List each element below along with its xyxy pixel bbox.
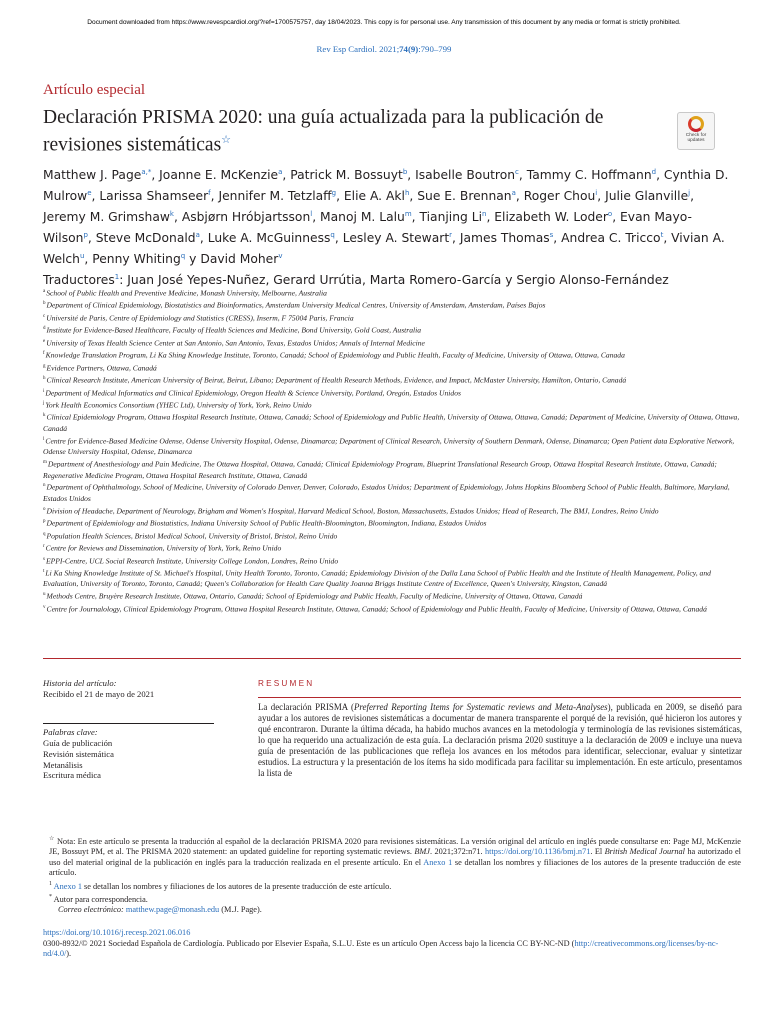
author-affiliation-mark[interactable]: g	[331, 189, 337, 198]
keywords-heading: Palabras clave:	[43, 727, 98, 737]
affiliation-key: u	[43, 592, 46, 598]
annex-link[interactable]: Anexo 1	[423, 857, 453, 867]
affiliation-item	[43, 399, 741, 411]
keywords-list	[43, 738, 114, 781]
affiliation-text: Centre for Journalology, Clinical Epidemiology Program, Ottawa Hospital Research Institute, Ottawa, Canadá; School of Epidemiology and Public Health, Faculty of Medicine, University of Ottawa, Ottawa, Canadá	[46, 604, 707, 614]
affiliation-text: Department of Ophthalmology, School of Medicine, University of Colorado Denver, Denver, Colorado, Estados Unidos; Department of Epidemiology, Johns Hopkins Bloomberg School of Public Health, Baltimore, Maryland, Estados Unidos	[43, 482, 730, 503]
affiliation-text: School of Public Health and Preventive Medicine, Monash University, Melbourne, Australia	[46, 288, 327, 298]
affiliation-item	[43, 567, 741, 590]
annex-link[interactable]: Anexo 1	[53, 881, 82, 891]
affiliation-key: j	[43, 400, 45, 406]
keyword-item: Metanálisis	[43, 759, 83, 770]
article-title-text: Declaración PRISMA 2020: una guía actualizada para la publicación de revisiones sistemáticas	[43, 107, 604, 156]
affiliation-item	[43, 505, 741, 517]
check-for-updates-label: Check for updates	[685, 133, 707, 144]
author-affiliation-mark[interactable]: q	[330, 231, 335, 240]
affiliation-item	[43, 312, 741, 324]
author-affiliation-mark[interactable]: o	[607, 210, 613, 219]
affiliation-text: Population Health Sciences, Bristol Medical School, University of Bristol, Bristol, Reino Unido	[46, 531, 338, 541]
author-affiliation-mark[interactable]: s	[549, 231, 554, 240]
affiliation-text: York Health Economics Consortium (YHEC Ltd), University of York, York, Reino Unido	[45, 400, 312, 410]
affiliation-text: Department of Medical Informatics and Clinical Epidemiology, Oregon Health & Science University, Portland, Oregón, Estados Unidos	[45, 388, 461, 398]
author-affiliation-mark[interactable]: d	[651, 168, 657, 176]
affiliation-key: s	[43, 556, 45, 562]
affiliation-key: d	[43, 326, 46, 332]
affiliation-key: q	[43, 531, 46, 537]
affiliation-item	[43, 517, 741, 529]
affiliation-key: l	[43, 436, 45, 442]
email-footnote: Correo electrónico: matthew.page@monash.edu (M.J. Page).	[58, 905, 262, 915]
affiliation-key: f	[43, 351, 45, 357]
author-name: Vivian A. Welch	[43, 231, 725, 267]
affiliation-key: h	[43, 376, 46, 382]
original-doi-link[interactable]: https://doi.org/10.1136/bmj.n71	[485, 847, 591, 857]
check-for-updates-icon	[688, 116, 704, 132]
author-affiliation-mark[interactable]: i	[595, 189, 598, 198]
translators-mark[interactable]: 1	[114, 273, 120, 282]
author-name: Jeremy M. Grimshaw	[43, 210, 170, 225]
author-affiliation-mark[interactable]: a	[278, 168, 283, 176]
affiliation-item	[43, 603, 741, 615]
author-name: Julie Glanville	[605, 189, 689, 204]
authors-names: Matthew J. Page$^{a,*}$, Joanne E. McKenzie$^a$, Patrick M. Bossuyt$^b$, Isabelle Boutron$^c$, Tammy C. Hoffmann$^d$, Cynthia D. Mulrow$^e$, Larissa Shamseer$^f$, Jennifer M. Tetzlaff$^g$, Elie A. Akl$^h$, Sue E. Brennan$^a$, Roger Chou$^i$, Julie Glanville$^j$, Jeremy M. Grimshaw$^k$, Asbjørn Hróbjartsson$^l$, Manoj M. Lalu$^m$, Tianjing Li$^n$, Elizabeth W. Loder$^o$, Evan Mayo-Wilson$^p$, Steve McDonald$^a$, Luke A. McGuinness$^q$, Lesley A. Stewart$^r$, James Thomas$^s$, Andrea C. Tricco$^t$, Vivian A. Welch$^u$, Penny Whiting$^q$ y David Moher$^v$	[43, 168, 729, 267]
affiliation-key: k	[43, 413, 46, 419]
author-name: Matthew J. Page	[43, 168, 142, 183]
keyword-item: Escritura médica	[43, 770, 101, 781]
author-name: Jennifer M. Tetzlaff	[218, 189, 332, 204]
section-divider	[43, 658, 741, 659]
author-affiliation-mark[interactable]: k	[169, 210, 174, 219]
affiliation-item	[43, 299, 741, 311]
affiliation-key: m	[43, 460, 47, 466]
affiliation-item	[43, 387, 741, 399]
affiliation-text: Department of Anesthesiology and Pain Medicine, The Ottawa Hospital, Ottawa, Canadá; Clinical Epidemiology Program, Blueprint Translational Research Group, Ottawa Hospital Research Institute, Ottawa, Canadá; Regenerative Medicine Program, Ottawa Hospital Research Institute, Ottawa, Canadá	[43, 459, 717, 480]
affiliation-text: Department of Clinical Epidemiology, Biostatistics and Bioinformatics, Amsterdam University Medical Centres, University of Amsterdam, Amsterdam, Países Bajos	[46, 300, 546, 310]
author-name: Elie A. Akl	[343, 189, 405, 204]
keyword-item: Guía de publicación	[43, 738, 113, 748]
license-text: 0300-8932/© 2021 Sociedad Española de Cardiología. Publicado por Elsevier España, S.L.U. Este es un artículo Open Access bajo la licencia CC BY-NC-ND (http://creativecommons.org/licenses/by-nc-nd/4.0/).	[43, 938, 719, 958]
affiliation-text: EPPI-Centre, UCL Social Research Institute, University College London, Londres, Reino Unido	[45, 556, 339, 566]
affiliation-text: Li Ka Shing Knowledge Institute of St. Michael's Hospital, Unity Health Toronto, Toronto, Canadá; Epidemiology Division of the Dalla Lana School of Public Health and the Institute of Health Management, Policy, and Evaluation, University of Toronto, Toronto, Canadá; Queen's Collaboration for Health Care Quality Joanna Briggs Institute Centre of Excellence, Queen's University, Kingston, Canadá	[43, 568, 711, 589]
affiliation-text: Evidence Partners, Ottawa, Canadá	[46, 363, 157, 373]
download-notice: Document downloaded from https://www.revespcardiol.org/?ref=1700575757, day 18/04/2023. This copy is for personal use. Any transmission of this document by any media or format is strictly prohibited.	[87, 19, 681, 26]
title-footnote-mark[interactable]: ☆	[221, 134, 232, 146]
author-affiliation-mark[interactable]: q	[180, 252, 186, 261]
journal-ref-prefix: Rev Esp Cardiol. 2021;	[316, 44, 400, 54]
affiliation-key: e	[43, 338, 46, 344]
author-name: Joanne E. McKenzie	[159, 168, 279, 183]
author-name: Tammy C. Hoffmann	[526, 168, 652, 183]
affiliation-key: r	[43, 544, 45, 550]
author-name: David Moher	[200, 252, 279, 267]
affiliation-item	[43, 287, 741, 299]
author-list: Matthew J. Page$^{a,*}$, Joanne E. McKenzie$^a$, Patrick M. Bossuyt$^b$, Isabelle Boutron$^c$, Tammy C. Hoffmann$^d$, Cynthia D. Mulrow$^e$, Larissa Shamseer$^f$, Jennifer M. Tetzlaff$^g$, Elie A. Akl$^h$, Sue E. Brennan$^a$, Roger Chou$^i$, Julie Glanville$^j$, Jeremy M. Grimshaw$^k$, Asbjørn Hróbjartsson$^l$, Manoj M. Lalu$^m$, Tianjing Li$^n$, Elizabeth W. Loder$^o$, Evan Mayo-Wilson$^p$, Steve McDonald$^a$, Luke A. McGuinness$^q$, Lesley A. Stewart$^r$, James Thomas$^s$, Andrea C. Tricco$^t$, Vivian A. Welch$^u$, Penny Whiting$^q$ y David Moher$^v$ Traductores$^1$: Juan José Yepes-Nuñez, Gerard Urrútia, Marta Romero-García y Sergio Alonso-Fernández	[43, 168, 729, 288]
affiliation-item	[43, 530, 741, 542]
journal-ref-volume: 74(9)	[399, 44, 419, 54]
affiliation-item	[43, 458, 741, 481]
affiliation-item	[43, 435, 741, 458]
affiliation-text: Division of Headache, Department of Neurology, Brigham and Women's Hospital, Harvard Medical School, Boston, Massachusetts, Estados Unidos; Head of Research, The BMJ, Londres, Reino Unido	[46, 506, 659, 516]
author-name: Asbjørn Hróbjartsson	[181, 210, 311, 225]
author-name: Steve McDonald	[95, 231, 196, 246]
check-for-updates-badge[interactable]	[677, 112, 715, 150]
affiliation-key: t	[43, 568, 45, 574]
author-affiliation-mark[interactable]: a,*	[141, 168, 152, 176]
affiliation-text: Knowledge Translation Program, Li Ka Shing Knowledge Institute, Toronto, Canadá; School of Epidemiology and Public Health, Faculty of Medicine, University of Ottawa, Ottawa, Canada	[45, 350, 625, 360]
affiliations-list	[43, 287, 741, 615]
author-affiliation-mark[interactable]: f	[208, 189, 211, 198]
abstract-text: La declaración PRISMA (Preferred Reporting Items for Systematic reviews and Meta-Analyses), publicada en 2009, se diseñó para ayudar a los autores de revisiones sistemáticas a documentar de manera transparente el porqué de la revisión, qué hicieron los autores y qué encontraron. Durante la última década, ha habido muchos avances en la metodología y terminología de las revisiones sistemáticas, lo que ha requerido una actualización de esta guía. La declaración prisma 2020 sustituye a la declaración de 2009 e incluye una nueva guía de presentación de las publicaciones que refleja los avances en los métodos para identificar, seleccionar, evaluar y sintetizar estudios. La estructura y la presentación de los ítems ha sido modificada para facilitar su implementación. En este artículo, presentamos la lista de	[258, 702, 742, 778]
author-name: Lesley A. Stewart	[342, 231, 450, 246]
article-doi-link[interactable]: https://doi.org/10.1016/j.recesp.2021.06.016	[43, 928, 191, 937]
affiliation-item	[43, 555, 741, 567]
affiliation-key: n	[43, 483, 46, 489]
affiliation-item	[43, 362, 741, 374]
affiliation-key: p	[43, 519, 46, 525]
author-name: Elizabeth W. Loder	[494, 210, 608, 225]
author-affiliation-mark[interactable]: e	[87, 189, 92, 198]
affiliation-item	[43, 349, 741, 361]
affiliation-item	[43, 411, 741, 434]
affiliation-text: Institute for Evidence-Based Healthcare, Faculty of Health Sciences and Medicine, Bond University, Gold Coast, Australia	[46, 325, 422, 335]
author-affiliation-mark[interactable]: l	[310, 210, 313, 219]
affiliation-text: Clinical Epidemiology Program, Ottawa Hospital Research Institute, Ottawa, Canadá; School of Epidemiology and Public Health, University of Ottawa, Ottawa, Canadá; Department of Medicine, University of Ottawa, Ottawa, Canadá	[43, 412, 740, 433]
author-name: Cynthia D. Mulrow	[43, 168, 729, 204]
author-affiliation-mark[interactable]: u	[79, 252, 85, 261]
email-link[interactable]: matthew.page@monash.edu	[125, 905, 220, 915]
affiliation-key: o	[43, 506, 46, 512]
journal-reference[interactable]	[0, 44, 768, 54]
author-name: Manoj M. Lalu	[320, 210, 405, 225]
author-name: Patrick M. Bossuyt	[290, 168, 403, 183]
author-affiliation-mark[interactable]: j	[688, 189, 691, 198]
affiliation-key: c	[43, 313, 46, 319]
abstract-heading: RESUMEN	[258, 679, 315, 688]
affiliation-item	[43, 542, 741, 554]
author-name: Tianjing Li	[419, 210, 482, 225]
affiliation-text: Centre for Reviews and Dissemination, University of York, York, Reino Unido	[45, 543, 282, 553]
affiliation-text: Clinical Research Institute, American University of Beirut, Beirut, Líbano; Department of Health Research Methods, Evidence, and Impact, McMaster University, Hamilton, Ontario, Canadá	[46, 375, 627, 385]
author-affiliation-mark[interactable]: m	[404, 210, 412, 219]
article-title	[43, 106, 663, 157]
author-name: James Thomas	[459, 231, 550, 246]
affiliation-key: i	[43, 388, 45, 394]
author-affiliation-mark[interactable]: a	[511, 189, 516, 198]
author-name: Evan Mayo-Wilson	[43, 210, 692, 246]
translators-names: Juan José Yepes-Nuñez, Gerard Urrútia, Marta Romero-García y Sergio Alonso-Fernández	[127, 273, 669, 288]
affiliation-key: b	[43, 301, 46, 307]
translators-footnote: $^1$ Anexo 1 se detallan los nombres y filiaciones de los autores de la presente traducción de este artículo.	[49, 880, 392, 891]
journal-ref-pages: :790–799	[418, 44, 452, 54]
author-name: Isabelle Boutron	[415, 168, 516, 183]
affiliation-item	[43, 324, 741, 336]
footnotes	[43, 834, 741, 916]
affiliation-key: a	[43, 289, 46, 294]
author-name: Penny Whiting	[92, 252, 181, 267]
section-label: Artículo especial	[43, 82, 146, 98]
author-affiliation-mark[interactable]: b	[402, 168, 408, 176]
abstract-italic: Preferred Reporting Items for Systematic reviews and Meta-Analyses	[354, 702, 608, 712]
author-affiliation-mark[interactable]: n	[482, 210, 487, 219]
keyword-item: Revisión sistemática	[43, 748, 114, 759]
correspondence-footnote: * Autor para correspondencia.	[49, 894, 148, 904]
affiliation-item	[43, 481, 741, 504]
author-affiliation-mark[interactable]: t	[660, 231, 664, 240]
affiliation-text: Université de Paris, Centre of Epidemiology and Statistics (CRESS), Inserm, F 75004 Paris, Francia	[46, 313, 354, 323]
keywords-divider	[43, 723, 214, 724]
affiliation-text: Methods Centre, Bruyère Research Institute, Ottawa, Ontario, Canadá; School of Epidemiology and Public Health, Faculty of Medicine, University of Ottawa, Ottawa, Canadá	[46, 591, 583, 601]
author-name: Sue E. Brennan	[417, 189, 512, 204]
affiliation-item	[43, 374, 741, 386]
affiliation-text: Centre for Evidence-Based Medicine Odense, Odense University Hospital, Odense, Dinamarca; Department of Clinical Research, University of Southern Denmark, Odense, Dinamarca; Open Patient data Explorative Network, Odense University Hospital, Odense, Dinamarca	[43, 436, 735, 457]
author-name: Roger Chou	[523, 189, 596, 204]
author-affiliation-mark[interactable]: c	[515, 168, 519, 176]
affiliation-item	[43, 337, 741, 349]
history-heading: Historia del artículo:	[43, 678, 117, 688]
translators-label: Traductores	[43, 273, 115, 288]
affiliation-key: v	[43, 604, 46, 610]
author-name: Larissa Shamseer	[99, 189, 209, 204]
license-link[interactable]: http://creativecommons.org/licenses/by-nc-nd/4.0/	[43, 938, 719, 958]
author-affiliation-mark[interactable]: r	[449, 231, 453, 240]
affiliation-text: University of Texas Health Science Center at San Antonio, San Antonio, Texas, Estados Unidos; Annals of Internal Medicine	[46, 338, 425, 348]
affiliation-key: g	[43, 363, 46, 369]
author-name: Luke A. McGuinness	[207, 231, 331, 246]
affiliation-text: Department of Epidemiology and Biostatistics, Indiana University School of Public Health-Bloomington, Bloomington, Indiana, Estados Unidos	[46, 518, 487, 528]
author-affiliation-mark[interactable]: p	[83, 231, 88, 240]
author-affiliation-mark[interactable]: a	[195, 231, 200, 240]
author-affiliation-mark[interactable]: v	[278, 252, 283, 261]
author-affiliation-mark[interactable]: h	[404, 189, 410, 198]
author-name: Andrea C. Tricco	[561, 231, 661, 246]
history-received: Recibido el 21 de mayo de 2021	[43, 689, 155, 699]
translation-note: ☆ Nota: En este artículo se presenta la traducción al español de la declaración PRISMA 2020 para revisiones sistemáticas. La versión original del artículo en inglés puede consultarse en: Page MJ, McKenzie JE, Bossuyt PM, et al. The PRISMA 2020 statement: an updated guideline for reporting systematic reviews. BMJ. 2021;372:n71. https://doi.org/10.1136/bmj.n71. El British Medical Journal ha autorizado el uso del material original de la publicación en inglés para la traducción realizada en el presente artículo. En el Anexo 1 se detallan los nombres y filiaciones de los autores de la presente traducción de este artículo.	[49, 836, 741, 878]
abstract-divider	[258, 697, 741, 698]
publication-info	[43, 928, 741, 960]
affiliation-item	[43, 590, 741, 602]
